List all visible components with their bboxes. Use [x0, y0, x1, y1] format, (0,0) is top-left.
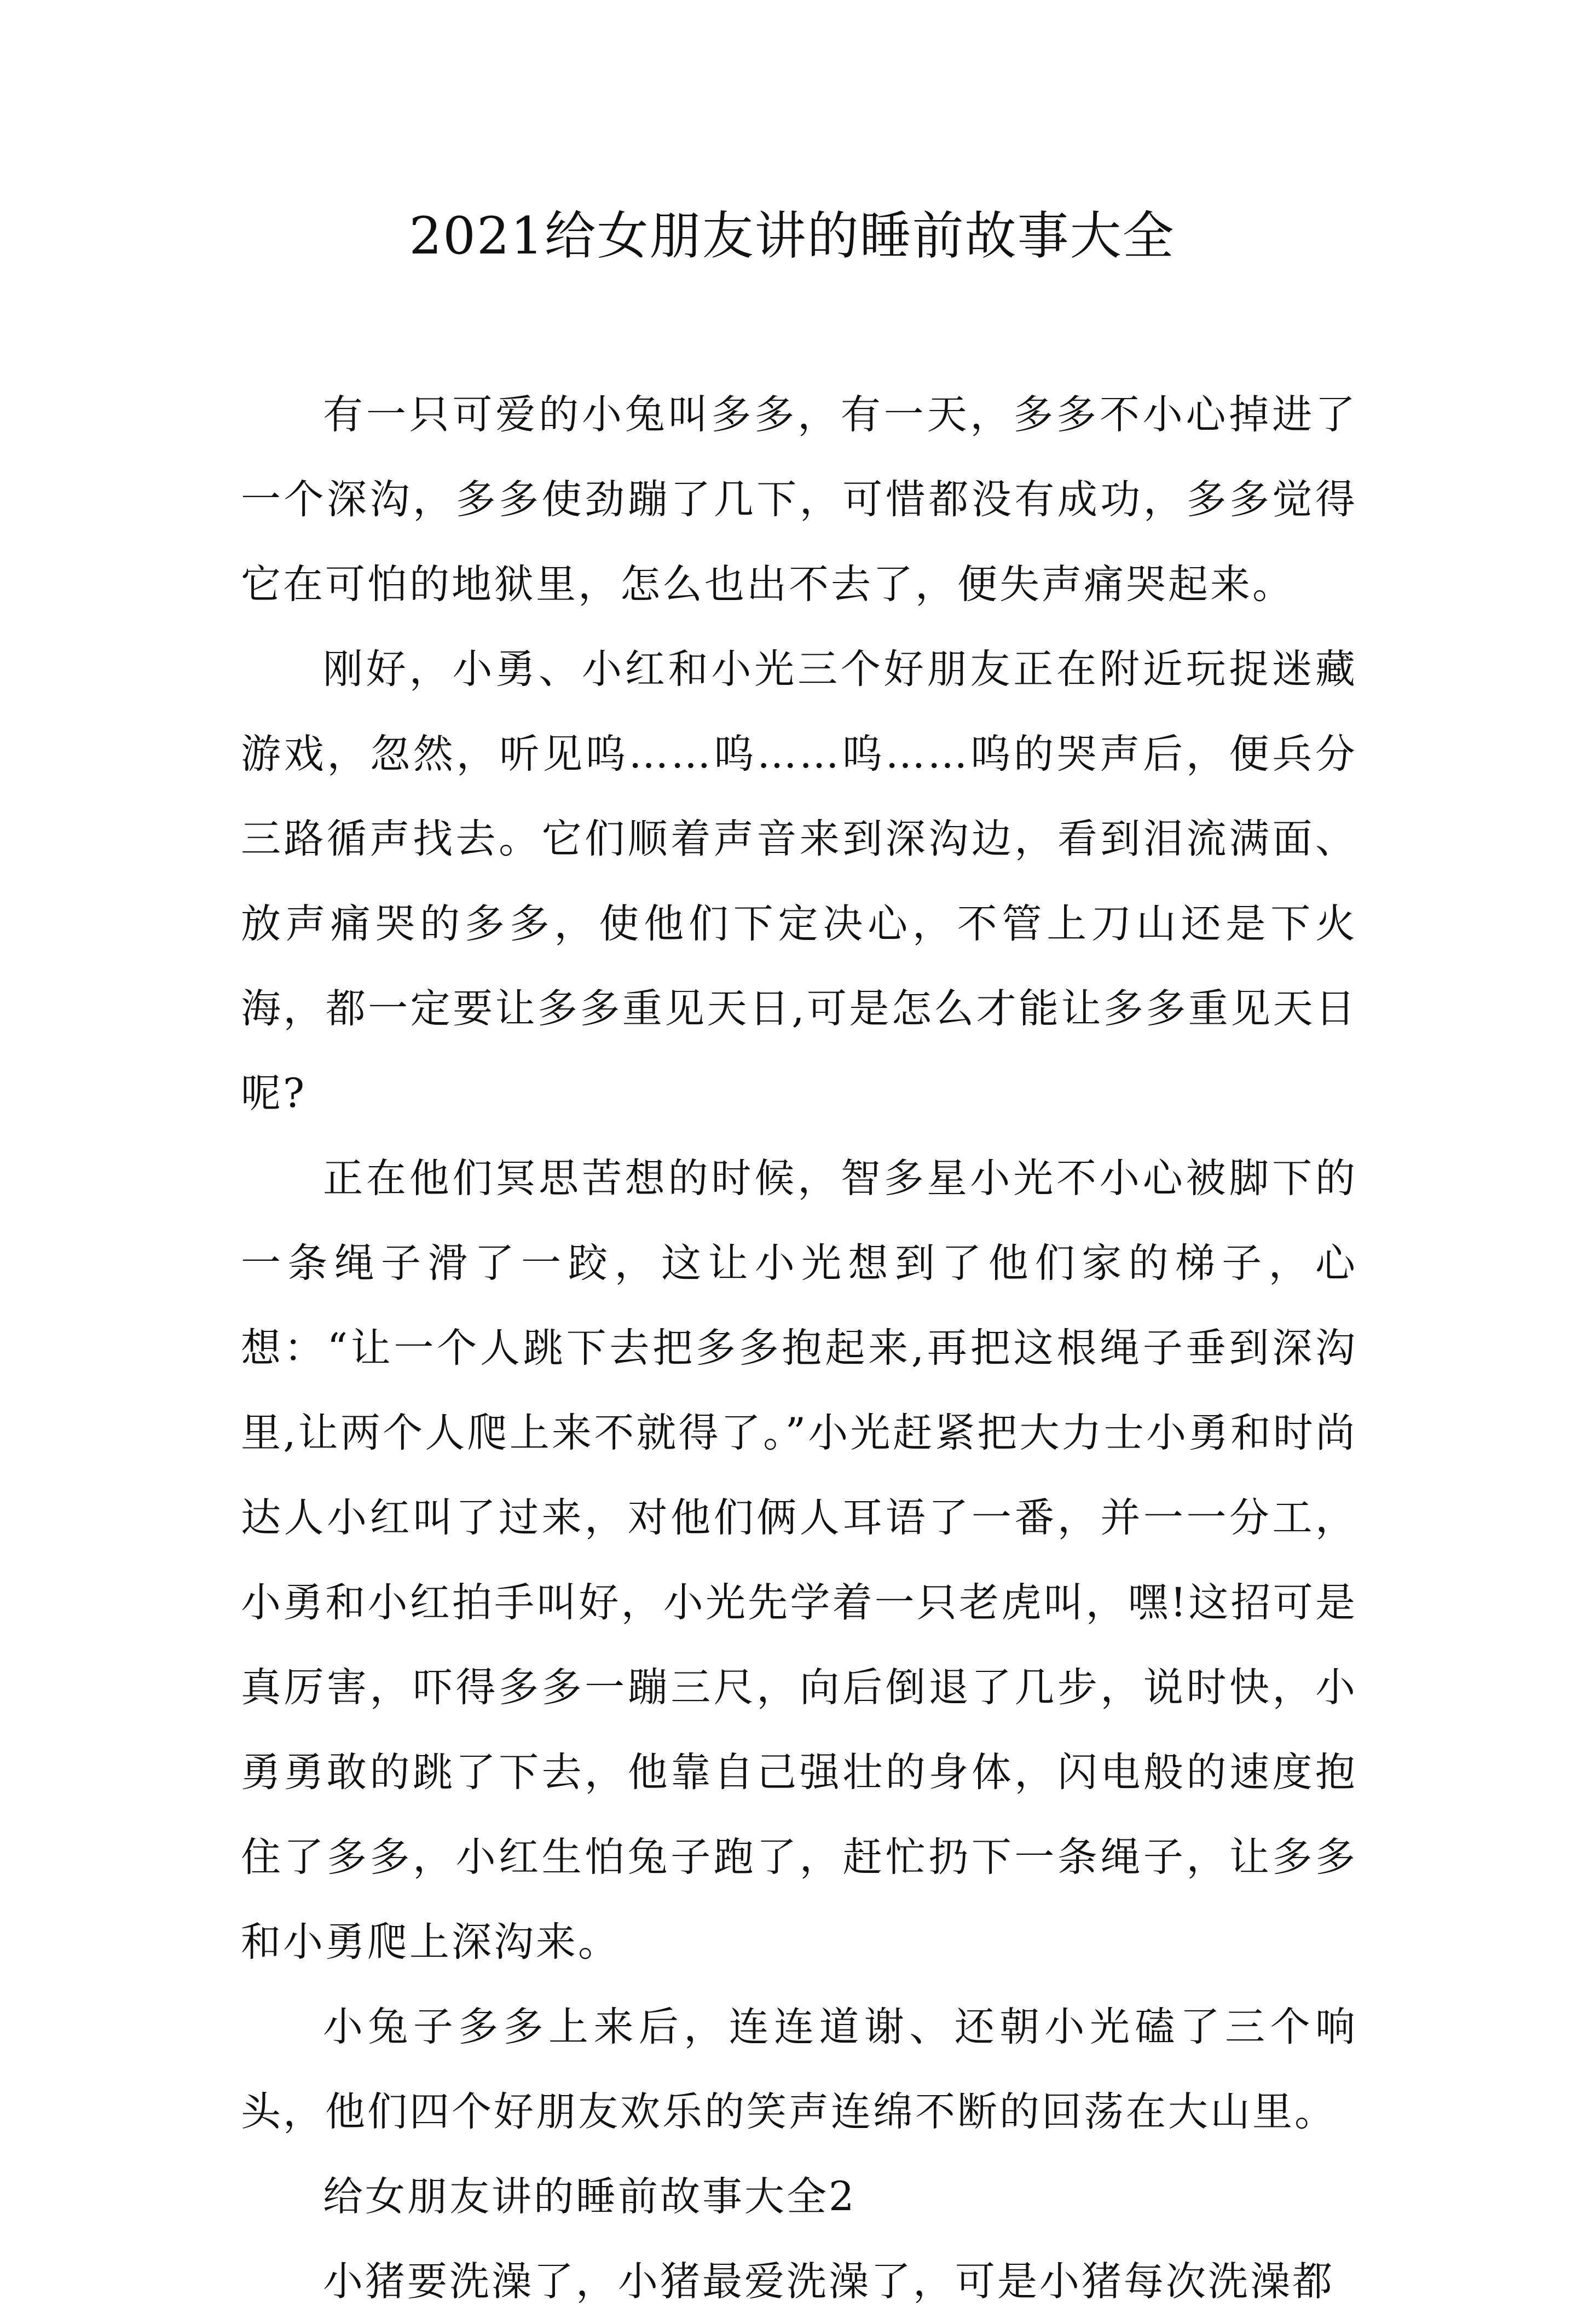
section-heading: 给女朋友讲的睡前故事大全2 — [323, 2173, 857, 2220]
paragraph: 有一只可爱的小兔叫多多，有一天，多多不小心掉进了一个深沟，多多使劲蹦了几下，可惜都没有成功，多多觉得它在可怕的地狱里，怎么也出不去了，便失声痛哭起来。 — [241, 391, 1357, 608]
document-body — [241, 372, 1357, 2324]
paragraph: 正在他们冥思苦想的时候，智多星小光不小心被脚下的一条绳子滑了一跤，这让小光想到了他们家的梯子，心想：“让一个人跳下去把多多抱起来,再把这根绳子垂到深沟里,让两个人爬上来不就得了。”小光赶紧把大力士小勇和时尚达人小红叫了过来，对他们俩人耳语了一番，并一一分工，小勇和小红拍手叫好，小光先学着一只老虎叫，嘿!这招可是真厉害，吓得多多一蹦三尺，向后倒退了几步，说时快，小勇勇敢的跳了下去，他靠自己强壮的身体，闪电般的速度抱住了多多，小红生怕兔子跑了，赶忙扔下一条绳子，让多多和小勇爬上深沟来。 — [241, 1155, 1357, 1965]
paragraph: 刚好，小勇、小红和小光三个好朋友正在附近玩捉迷藏游戏，忽然，听见呜……呜……呜……呜的哭声后，便兵分三路循声找去。它们顺着声音来到深沟边，看到泪流满面、放声痛哭的多多，使他们下定决心，不管上刀山还是下火海，都一定要让多多重见天日,可是怎么才能让多多重见天日呢? — [241, 646, 1357, 1117]
document-title: 2021给女朋友讲的睡前故事大全 — [409, 206, 1175, 266]
paragraph: 小兔子多多上来后，连连道谢、还朝小光磕了三个响头，他们四个好朋友欢乐的笑声连绵不断的回荡在大山里。 — [241, 2004, 1357, 2135]
paragraph: 小猪要洗澡了，小猪最爱洗澡了，可是小猪每次洗澡都 — [323, 2258, 1334, 2305]
